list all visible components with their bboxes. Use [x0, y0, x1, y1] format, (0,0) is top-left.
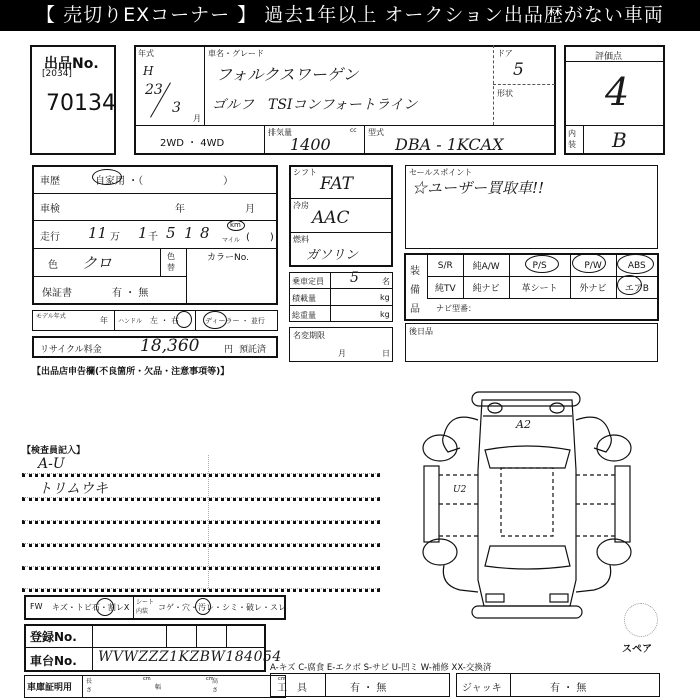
rear-left-fender: [443, 417, 478, 452]
color-no-label: カラーNo.: [207, 253, 249, 263]
weight-label: 総重量: [292, 311, 316, 320]
jack-label: ジャッキ: [462, 683, 502, 694]
warranty-value: 有 ・ 無: [112, 288, 149, 299]
month-value: 3: [172, 100, 181, 116]
weight-unit: kg: [380, 310, 390, 319]
lot-number-box: [30, 45, 116, 155]
equip-genuine-nav: 純ナビ: [463, 277, 509, 299]
shift-label: シフト: [293, 168, 317, 177]
lot-label: 出品No.: [44, 56, 99, 72]
equipment-label: 装備品: [410, 266, 420, 315]
mileage-d1: 5: [166, 224, 176, 242]
right-sill: [615, 466, 630, 542]
garage-unit-2: cm: [206, 676, 214, 682]
car-damage-diagram: [400, 380, 660, 620]
car-name: フォルクスワーゲン: [216, 65, 359, 84]
equip-leather: 革シート: [509, 277, 570, 299]
sales-point-value: ☆ユーザー買取車!!: [412, 179, 545, 197]
seat-items: コゲ・穴・汚レ・シミ・破レ・スレ: [158, 603, 286, 612]
chassis-number: WVWZZZ1KZBW184054: [98, 649, 282, 665]
lot-sub: [2034]: [42, 69, 72, 79]
page-header: 【 売切りEXコーナー 】 過去1年以上 オークション出品歴がない車両: [0, 0, 700, 31]
garage-length: 長さ: [86, 678, 93, 694]
inspector-line2: トリムウキ: [38, 481, 108, 497]
sales-point-label: セールスポイント: [409, 168, 473, 177]
garage-label: 車庫証明用: [27, 683, 73, 693]
capacity-value: 5: [350, 270, 359, 286]
inspector-line1: A-U: [38, 456, 65, 472]
garage-width: 幅: [155, 684, 162, 691]
damage-mark-rear: A2: [516, 418, 531, 431]
damage-mark-left: U2: [453, 485, 467, 495]
damage-legend: A-キズ C-腐食 E-エクボ S-サビ U-凹ミ W-補修 XX-交換済: [270, 663, 492, 673]
mileage-man-unit: 万: [110, 232, 120, 243]
mileage-km: km: [230, 221, 241, 229]
inspector-label: 【検査員記入】: [22, 446, 86, 456]
handle-label: ハンドル: [118, 318, 143, 325]
year-value: 23: [145, 82, 163, 98]
front-right-fender: [576, 565, 611, 592]
mileage-sen: 1: [138, 224, 148, 242]
rear-window: [485, 446, 570, 468]
front-left-wheel: [423, 539, 457, 565]
fuel-value: ガソリン: [306, 248, 359, 263]
mileage-man: 11: [88, 224, 108, 242]
car-grade: ゴルフ TSIコンフォートライン: [212, 97, 418, 113]
nav-model-label: ナビ型番：: [436, 304, 476, 313]
model-label: 型式: [368, 128, 384, 137]
spare-label: スペア: [622, 644, 652, 655]
ac-label: 冷房: [293, 201, 309, 210]
history-label: 車歴: [40, 176, 60, 187]
color-value: クロ: [82, 254, 113, 272]
garage-unit-1: cm: [143, 676, 151, 682]
chassis-label: 車台No.: [30, 654, 77, 668]
warranty-label: 保証書: [42, 288, 72, 299]
mileage-d2: 1: [184, 224, 194, 242]
capacity-label: 乗車定員: [292, 277, 324, 286]
front-bumper: [472, 606, 582, 618]
load-unit: kg: [380, 293, 390, 302]
displacement-value: 1400: [290, 135, 331, 154]
mileage-label: 走行: [40, 232, 60, 243]
capacity-unit: 名: [382, 277, 390, 286]
later-items-label: 後日品: [409, 327, 433, 336]
equip-airbag: エアB: [616, 277, 657, 299]
recycle-value: 18,360: [140, 336, 200, 356]
garage-unit-3: cm: [278, 676, 286, 682]
name-change-day: 日: [382, 349, 390, 358]
fuel-label: 燃料: [293, 235, 309, 244]
mileage-sen-unit: 千: [148, 232, 158, 243]
dealer-value: ディーラー ・ 並行: [205, 317, 265, 325]
equip-ps: P/S: [509, 255, 570, 277]
spare-tire-icon: [624, 603, 658, 637]
history-value: 自家用 ・（ ）: [95, 176, 234, 187]
mileage-d3: 8: [200, 224, 210, 242]
mileage-paren: ( ): [246, 232, 274, 243]
seat-label: シート内装: [136, 599, 155, 615]
rear-bumper: [472, 392, 580, 406]
registration-label: 登録No.: [30, 630, 77, 644]
equip-genuine-aw: 純A/W: [463, 255, 509, 277]
tools-label: 工 具: [277, 683, 307, 694]
displacement-unit: cc: [350, 127, 357, 134]
rear-right-fender: [576, 417, 611, 452]
handle-value: 左 ・ 右: [150, 316, 180, 325]
inspection-label: 車検: [40, 204, 60, 215]
mileage-mile: マイル: [222, 237, 240, 244]
shape-label: 形状: [497, 89, 513, 98]
color-label: 色: [48, 260, 58, 271]
tools-value: 有 ・ 無: [350, 683, 387, 694]
score-value: 4: [605, 70, 630, 114]
jack-value: 有 ・ 無: [550, 683, 587, 694]
car-name-label: 車名・グレード: [208, 49, 264, 58]
model-year-label: モデル年式: [36, 313, 66, 320]
left-sill: [424, 466, 439, 542]
name-change-month: 月: [338, 349, 346, 358]
front-right-wheel: [597, 539, 631, 565]
later-items-box: [405, 323, 658, 362]
roof: [501, 468, 553, 536]
windshield: [485, 546, 570, 569]
doors-value: 5: [513, 60, 524, 80]
garage-height: 高さ: [212, 678, 219, 694]
equip-genuine-tv: 純TV: [428, 277, 464, 299]
equip-abs: ABS: [616, 255, 657, 277]
rear-left-wheel: [423, 435, 457, 461]
model-value: DBA - 1KCAX: [395, 135, 504, 154]
color-changed-label: 色替: [167, 252, 175, 272]
equip-pw: P/W: [570, 255, 616, 277]
name-change-label: 名変期限: [293, 331, 325, 340]
month-unit: 月: [193, 114, 201, 123]
drive-label: 2WD ・ 4WD: [160, 138, 225, 149]
equip-sr: S/R: [428, 255, 464, 277]
recycle-label: リサイクル料金: [40, 345, 102, 355]
equip-aftermarket-nav: 外ナビ: [570, 277, 616, 299]
ac-value: AAC: [312, 208, 350, 228]
fw-label: FW: [30, 602, 43, 611]
year-label: 年式: [138, 49, 154, 58]
recycle-unit: 円: [224, 345, 234, 355]
inspection-year: 年: [175, 204, 185, 215]
displacement-label: 排気量: [268, 128, 292, 137]
year-era: H: [143, 64, 154, 78]
seller-notes-label: 【出品店申告欄(不良箇所・欠品・注意事項等)】: [32, 367, 230, 377]
front-left-fender: [443, 565, 478, 592]
doors-label: ドア: [497, 49, 513, 58]
recycle-status: 預託済: [239, 345, 267, 355]
load-label: 積載量: [292, 294, 316, 303]
rear-right-wheel: [597, 435, 631, 461]
interior-label: 内装: [568, 129, 576, 149]
fw-items: キズ・トビ石・割レX: [52, 603, 130, 612]
shift-value: FAT: [320, 174, 354, 194]
model-year-unit: 年: [100, 316, 108, 325]
score-label: 評価点: [595, 52, 623, 62]
interior-score: B: [612, 128, 627, 152]
lot-number: 70134: [46, 91, 116, 116]
inspection-month: 月: [245, 204, 255, 215]
